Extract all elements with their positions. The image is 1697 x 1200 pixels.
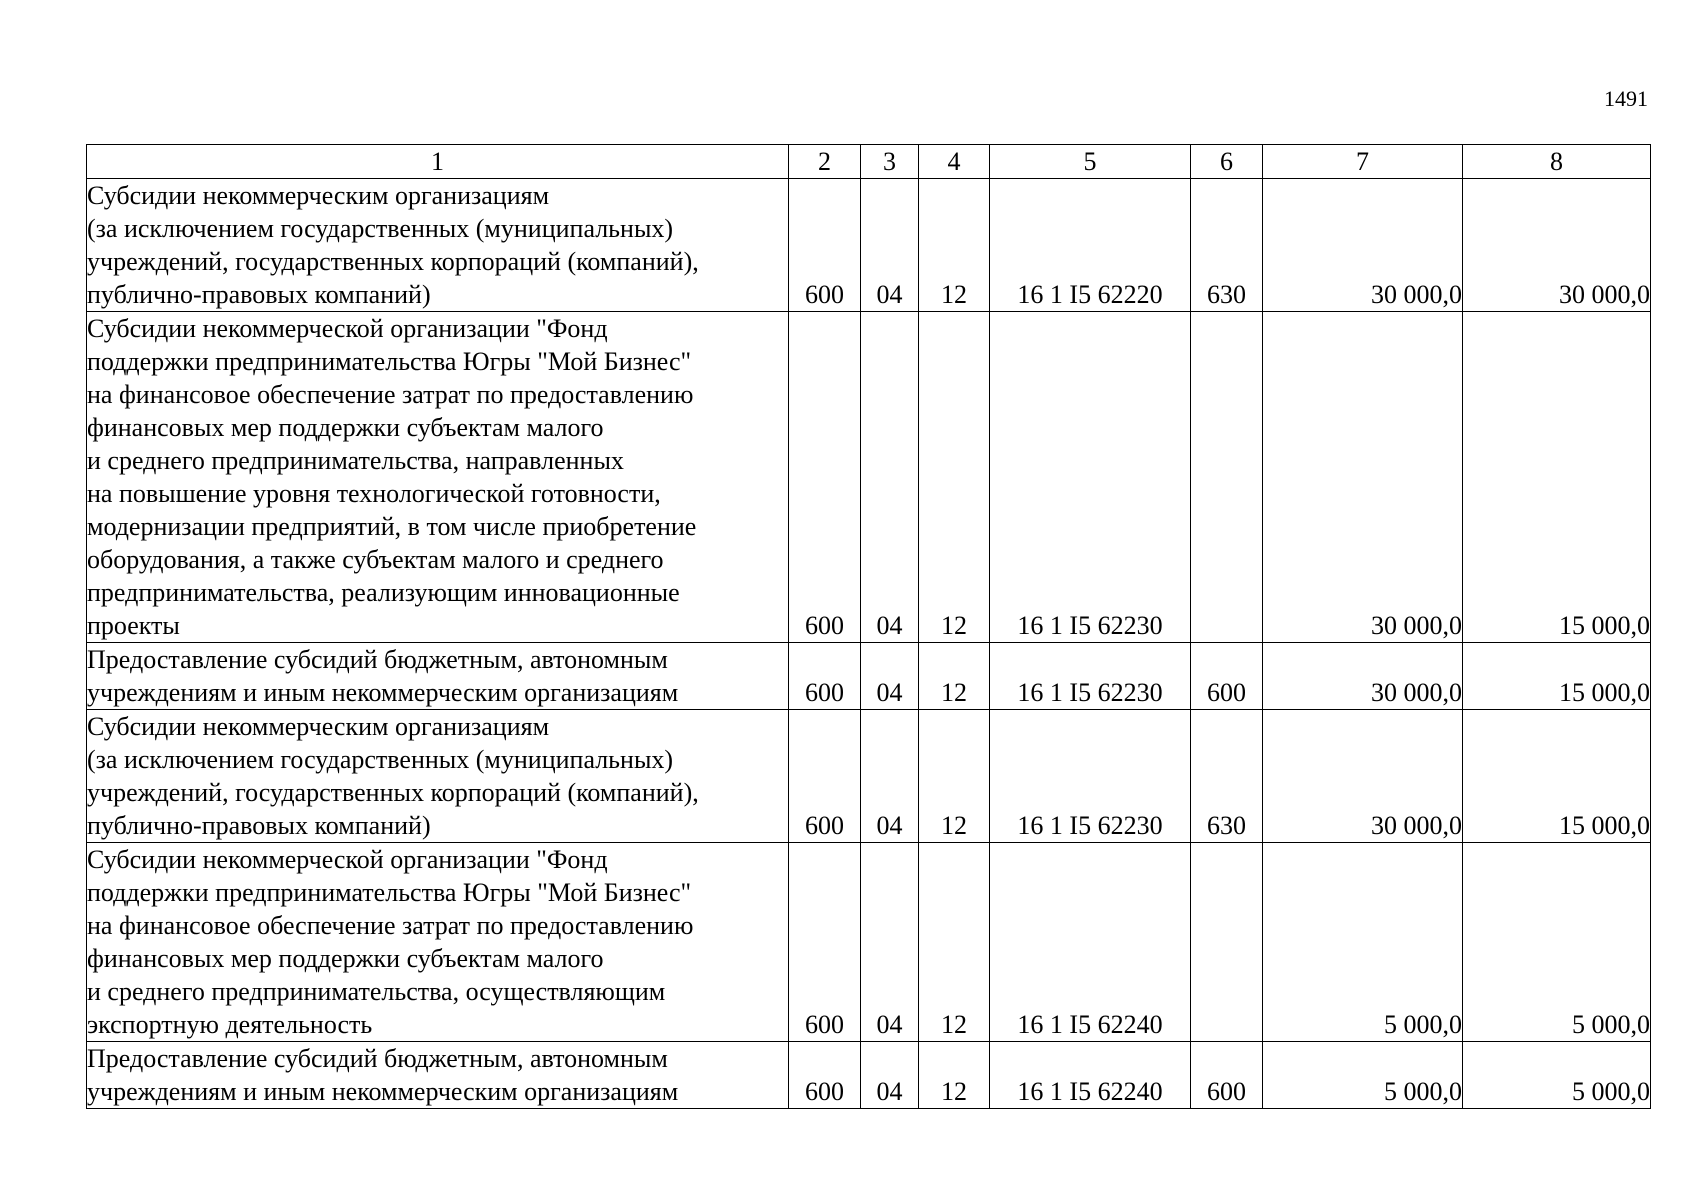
description-line: модернизации предприятий, в том числе приобретение: [87, 512, 697, 541]
cell-description: [87, 179, 789, 312]
description-line: учреждений, государственных корпораций (компаний),: [87, 247, 699, 276]
description-line: поддержки предпринимательства Югры "Мой Бизнес": [87, 878, 692, 907]
cell-col-4: 12: [919, 710, 990, 843]
cell-col-8: 15 000,0: [1463, 710, 1651, 843]
header-cell: 6: [1191, 145, 1263, 179]
cell-col-8: 5 000,0: [1463, 1042, 1651, 1109]
description-line: на финансовое обеспечение затрат по предоставлению: [87, 380, 694, 409]
cell-col-8: 15 000,0: [1463, 643, 1651, 710]
table-row: [87, 843, 1651, 1042]
cell-col-4: 12: [919, 643, 990, 710]
cell-col-7: 5 000,0: [1263, 1042, 1463, 1109]
description-line: (за исключением государственных (муниципальных): [87, 214, 674, 243]
table-row: [87, 1042, 1651, 1109]
table-body: [87, 179, 1651, 1109]
description-line: экспортную деятельность: [87, 1010, 373, 1039]
description-line: Субсидии некоммерческой организации "Фонд: [87, 845, 608, 874]
cell-col-5: 16 1 I5 62240: [990, 843, 1191, 1042]
description-line: Предоставление субсидий бюджетным, автономным: [87, 1044, 668, 1073]
cell-col-5: 16 1 I5 62220: [990, 179, 1191, 312]
cell-col-5: 16 1 I5 62240: [990, 1042, 1191, 1109]
cell-col-2: 600: [789, 710, 861, 843]
cell-col-8: 15 000,0: [1463, 312, 1651, 643]
cell-col-5: 16 1 I5 62230: [990, 643, 1191, 710]
cell-col-2: 600: [789, 643, 861, 710]
cell-col-4: 12: [919, 1042, 990, 1109]
description-line: предпринимательства, реализующим инновационные: [87, 578, 680, 607]
header-cell: 7: [1263, 145, 1463, 179]
cell-col-6: 600: [1191, 643, 1263, 710]
cell-col-7: 30 000,0: [1263, 179, 1463, 312]
description-line: и среднего предпринимательства, осуществляющим: [87, 977, 666, 1006]
cell-col-4: 12: [919, 179, 990, 312]
cell-col-2: 600: [789, 179, 861, 312]
cell-description: [87, 1042, 789, 1109]
cell-description: [87, 710, 789, 843]
table-row: [87, 643, 1651, 710]
cell-description: [87, 643, 789, 710]
description-line: Субсидии некоммерческим организациям: [87, 181, 550, 210]
header-cell: 2: [789, 145, 861, 179]
cell-col-3: 04: [861, 843, 919, 1042]
cell-col-4: 12: [919, 843, 990, 1042]
cell-col-3: 04: [861, 1042, 919, 1109]
description-line: учреждениям и иным некоммерческим организациям: [87, 1077, 679, 1106]
budget-table: [86, 144, 1651, 1109]
cell-col-3: 04: [861, 179, 919, 312]
cell-col-5: 16 1 I5 62230: [990, 312, 1191, 643]
cell-col-2: 600: [789, 312, 861, 643]
description-line: на повышение уровня технологической готовности,: [87, 479, 661, 508]
cell-col-5: 16 1 I5 62230: [990, 710, 1191, 843]
cell-col-8: 5 000,0: [1463, 843, 1651, 1042]
header-cell: 5: [990, 145, 1191, 179]
cell-col-3: 04: [861, 710, 919, 843]
cell-col-2: 600: [789, 1042, 861, 1109]
table-row: [87, 179, 1651, 312]
description-line: оборудования, а также субъектам малого и среднего: [87, 545, 664, 574]
cell-col-7: 30 000,0: [1263, 710, 1463, 843]
description-line: Предоставление субсидий бюджетным, автономным: [87, 645, 668, 674]
description-line: финансовых мер поддержки субъектам малого: [87, 944, 604, 973]
cell-col-6: [1191, 843, 1263, 1042]
header-row: [87, 145, 1651, 179]
description-line: на финансовое обеспечение затрат по предоставлению: [87, 911, 694, 940]
cell-description: [87, 312, 789, 643]
header-cell: 4: [919, 145, 990, 179]
description-line: учреждениям и иным некоммерческим организациям: [87, 678, 679, 707]
cell-col-4: 12: [919, 312, 990, 643]
header-cell: 8: [1463, 145, 1651, 179]
table-row: [87, 312, 1651, 643]
cell-col-6: [1191, 312, 1263, 643]
cell-col-6: 600: [1191, 1042, 1263, 1109]
description-line: поддержки предпринимательства Югры "Мой Бизнес": [87, 347, 692, 376]
description-line: проекты: [87, 611, 180, 640]
cell-col-2: 600: [789, 843, 861, 1042]
cell-col-6: 630: [1191, 710, 1263, 843]
description-line: Субсидии некоммерческой организации "Фонд: [87, 314, 608, 343]
header-cell: 3: [861, 145, 919, 179]
cell-col-7: 5 000,0: [1263, 843, 1463, 1042]
description-line: публично-правовых компаний): [87, 280, 431, 309]
cell-col-3: 04: [861, 643, 919, 710]
description-line: финансовых мер поддержки субъектам малого: [87, 413, 604, 442]
cell-description: [87, 843, 789, 1042]
page-number: 1491: [1604, 86, 1648, 111]
cell-col-8: 30 000,0: [1463, 179, 1651, 312]
table-row: [87, 710, 1651, 843]
cell-col-3: 04: [861, 312, 919, 643]
cell-col-7: 30 000,0: [1263, 312, 1463, 643]
cell-col-6: 630: [1191, 179, 1263, 312]
description-line: Субсидии некоммерческим организациям: [87, 712, 550, 741]
description-line: (за исключением государственных (муниципальных): [87, 745, 674, 774]
cell-col-7: 30 000,0: [1263, 643, 1463, 710]
description-line: публично-правовых компаний): [87, 811, 431, 840]
description-line: и среднего предпринимательства, направленных: [87, 446, 624, 475]
description-line: учреждений, государственных корпораций (компаний),: [87, 778, 699, 807]
header-cell: 1: [87, 145, 789, 179]
